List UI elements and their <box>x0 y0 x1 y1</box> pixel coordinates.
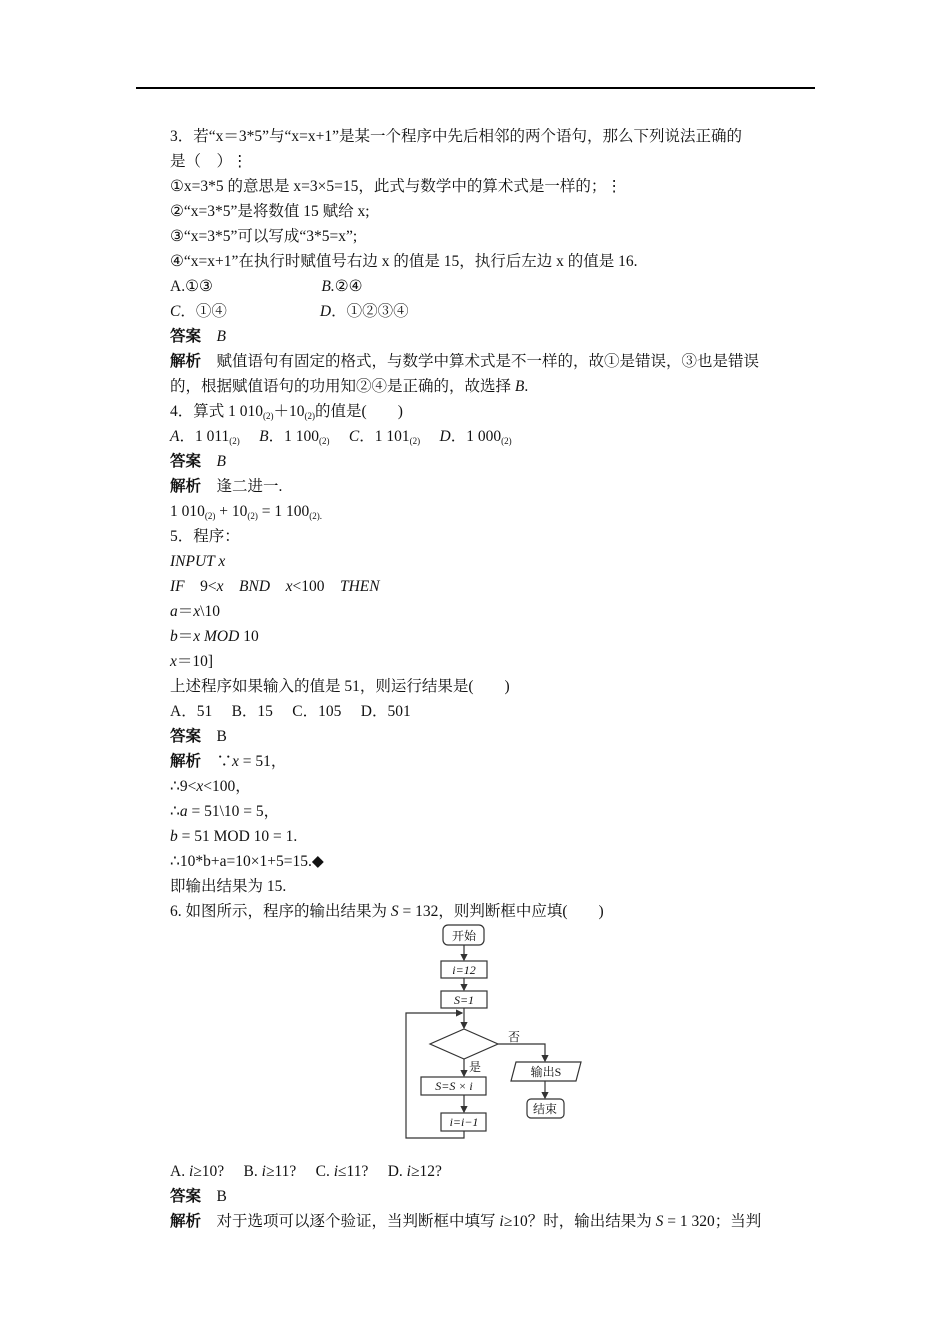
text-segment: x <box>193 603 201 620</box>
text-line <box>170 399 820 424</box>
text-segment: ≥10？时，输出结果为 <box>503 1213 656 1230</box>
text-line <box>170 549 820 574</box>
text-segment: ②④ <box>334 278 363 295</box>
text-segment: ≥10? B. <box>193 1163 262 1180</box>
text-segment: 即输出结果为 15. <box>170 878 287 895</box>
subscript: (2) <box>247 511 258 521</box>
init-s-label: S=1 <box>453 993 475 1007</box>
text-line <box>170 199 820 224</box>
text-segment: D <box>439 428 451 445</box>
text-segment: INPUT x <box>170 553 226 570</box>
text-segment: ≥12? <box>410 1163 442 1180</box>
text-line <box>170 474 820 499</box>
text-line <box>170 249 820 274</box>
subscript: (2) <box>319 436 330 446</box>
text-segment: ∵ <box>201 753 233 770</box>
text-segment: = 1 100 <box>257 503 310 520</box>
subscript: (2) <box>409 436 421 446</box>
text-line <box>170 724 820 749</box>
text-segment: \10 <box>200 603 220 620</box>
text-line <box>170 374 820 399</box>
text-line <box>170 174 820 199</box>
flowchart <box>400 915 590 1145</box>
text-segment <box>270 578 286 595</box>
text-segment: A.①③ <box>170 278 213 295</box>
subscript: (2) <box>501 436 512 446</box>
yes-label: 是 <box>469 1060 482 1074</box>
text-line <box>170 324 820 349</box>
text-line <box>170 1159 820 1184</box>
text-segment: B <box>259 428 269 445</box>
text-segment: S <box>655 1213 664 1230</box>
text-segment: <100， <box>203 778 251 795</box>
text-segment: 3．若“x＝3*5”与“x=x+1”是某一个程序中先后相邻的两个语句，那么下列说法正确的 <box>170 128 743 145</box>
text-segment: ．①②③④ <box>331 303 409 320</box>
section-label: 解析 <box>170 353 202 370</box>
text-segment: C <box>170 303 181 320</box>
text-segment: . <box>524 378 529 395</box>
text-segment <box>330 428 349 445</box>
text-segment: ．1 100 <box>268 428 320 445</box>
text-segment: 是（ ）⋮ <box>170 153 248 170</box>
text-segment: B <box>201 728 227 745</box>
text-segment: a <box>179 803 188 820</box>
text-segment: C <box>348 428 360 445</box>
text-segment: ≤11? D. <box>338 1163 407 1180</box>
text-segment: i <box>499 1213 504 1230</box>
text-segment: ．1 000 <box>450 428 502 445</box>
text-segment: D <box>319 303 332 320</box>
section-label: 解析 <box>170 1213 202 1230</box>
text-segment: x <box>170 653 177 670</box>
header-rule <box>136 87 815 89</box>
text-line <box>170 499 820 524</box>
text-segment: 对于选项可以逐个验证，当判断框中填写 <box>201 1213 500 1230</box>
text-segment: 5．程序： <box>170 528 240 545</box>
text-segment: ＝10] <box>176 653 214 670</box>
text-segment: B. <box>321 278 335 295</box>
text-segment <box>240 428 259 445</box>
text-segment: B <box>514 378 525 395</box>
text-line <box>170 1209 820 1234</box>
section-label: 答案 <box>170 728 202 745</box>
text-segment: i <box>406 1163 411 1180</box>
text-segment: A. <box>170 1163 189 1180</box>
end-label: 结束 <box>532 1102 558 1116</box>
text-segment: i <box>333 1163 339 1180</box>
text-segment <box>201 453 217 470</box>
text-segment: B <box>201 1188 227 1205</box>
text-segment: 上述程序如果输入的值是 51，则运行结果是( ) <box>170 678 510 695</box>
text-segment: 赋值语句有固定的格式，与数学中算术式是不一样的，故①是错误，③也是错误 <box>201 353 760 370</box>
text-segment: B <box>216 328 226 345</box>
text-line <box>170 124 820 149</box>
text-line <box>170 674 820 699</box>
text-segment: ＝ <box>177 628 194 645</box>
spacer <box>213 278 322 295</box>
text-segment: = 51， <box>238 753 287 770</box>
text-segment: = 1 320；当判 <box>663 1213 762 1230</box>
text-segment: 9< <box>184 578 217 595</box>
text-segment: x <box>216 578 224 595</box>
init-i-label: i=12 <box>452 963 476 977</box>
text-segment: ①x=3*5 的意思是 x=3×5=15，此式与数学中的算术式是一样的；⋮ <box>170 178 622 195</box>
section-label: 答案 <box>170 453 202 470</box>
section-label: 答案 <box>170 1188 202 1205</box>
text-line <box>170 524 820 549</box>
text-segment: i <box>188 1163 194 1180</box>
text-line <box>170 449 820 474</box>
text-segment: ≥11? C. <box>265 1163 334 1180</box>
text-line <box>170 624 820 649</box>
text-line <box>170 274 820 299</box>
text-segment: ④“x=x+1”在执行时赋值号右边 x 的值是 15，执行后左边 x 的值是 16. <box>170 253 638 270</box>
text-segment: BND <box>239 578 271 595</box>
multiply-label: S=S × i <box>435 1079 473 1093</box>
text-segment: = 132，则判断框中应填( ) <box>398 903 604 920</box>
text-segment: b <box>170 828 178 845</box>
text-segment: B <box>216 453 226 470</box>
text-segment: ．1 011 <box>179 428 230 445</box>
text-line <box>170 299 820 324</box>
decrement-label: i=i−1 <box>449 1115 479 1129</box>
text-segment: ③“x=3*5”可以写成“3*5=x”; <box>170 228 358 245</box>
subscript: (2) <box>263 411 274 421</box>
text-segment: b <box>170 628 178 645</box>
text-line <box>170 774 820 799</box>
text-segment: + 10 <box>215 503 248 520</box>
section-label: 解析 <box>170 753 202 770</box>
text-segment <box>420 428 439 445</box>
text-segment: x <box>196 778 204 795</box>
text-line <box>170 599 820 624</box>
text-segment: ∴ <box>170 803 180 820</box>
text-segment: 的，根据赋值语句的功用知②④是正确的，故选择 <box>170 378 515 395</box>
text-segment <box>224 578 240 595</box>
section-label: 答案 <box>170 328 202 345</box>
text-segment: 10 <box>239 628 259 645</box>
text-line <box>170 349 820 374</box>
text-segment: A．51 B．15 C．105 D．501 <box>170 703 411 720</box>
text-segment: a <box>170 603 178 620</box>
text-segment: ＝ <box>177 603 194 620</box>
text-line <box>170 424 820 449</box>
text-segment: ∴9< <box>170 778 197 795</box>
text-segment: 的值是( ) <box>315 403 403 420</box>
text-line <box>170 799 820 824</box>
text-line <box>170 849 820 874</box>
text-segment: i <box>261 1163 266 1180</box>
output-label: 输出S <box>530 1065 562 1079</box>
text-line <box>170 649 820 674</box>
text-segment: 4．算式 1 010 <box>170 403 264 420</box>
text-segment: x <box>285 578 293 595</box>
text-segment: 6. 如图所示，程序的输出结果为 <box>170 903 391 920</box>
start-label: 开始 <box>451 929 477 943</box>
text-line <box>170 824 820 849</box>
text-line <box>170 224 820 249</box>
no-label: 否 <box>508 1030 521 1044</box>
text-segment: = 51 MOD 10 = 1. <box>177 828 298 845</box>
subscript: (2) <box>204 511 216 521</box>
text-segment: ．①④ <box>180 303 227 320</box>
text-segment: 1 010 <box>170 503 205 520</box>
text-segment: <100 <box>292 578 340 595</box>
text-segment: x <box>232 753 239 770</box>
text-line <box>170 1184 820 1209</box>
text-line <box>170 749 820 774</box>
text-segment: S <box>390 903 399 920</box>
text-segment: ．1 101 <box>359 428 410 445</box>
decision-node <box>430 1029 498 1059</box>
text-segment: = 51\10 = 5， <box>187 803 280 820</box>
subscript: (2). <box>309 511 322 521</box>
section-label: 解析 <box>170 478 202 495</box>
subscript: (2) <box>229 436 240 446</box>
text-segment: A <box>170 428 180 445</box>
spacer <box>227 303 320 320</box>
text-segment: 逢二进一. <box>201 478 283 495</box>
subscript: (2) <box>304 411 316 421</box>
text-segment: IF <box>170 578 185 595</box>
text-segment: ∴10*b+a=10×1+5=15.◆ <box>170 853 324 870</box>
text-line <box>170 574 820 599</box>
text-segment: x MOD <box>193 628 240 645</box>
text-line <box>170 874 820 899</box>
text-segment <box>201 328 217 345</box>
text-segment: ②“x=3*5”是将数值 15 赋给 x; <box>170 203 370 220</box>
text-line <box>170 699 820 724</box>
text-segment: ＋10 <box>273 403 305 420</box>
text-segment: THEN <box>339 578 380 595</box>
text-line <box>170 149 820 174</box>
